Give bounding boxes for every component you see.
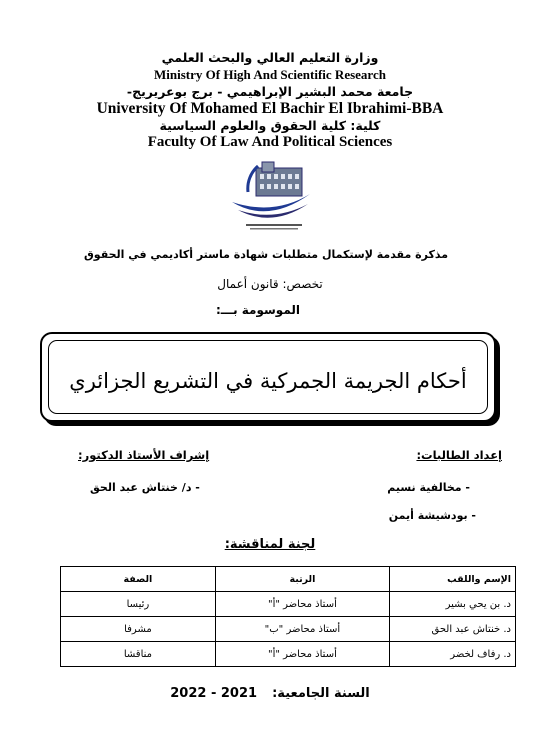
committee-header-row <box>61 567 516 592</box>
memo-title: أحكام الجريمة الجمركية في التشريع الجزائري <box>69 369 467 393</box>
students-label: إعداد الطالبات: <box>416 448 502 462</box>
ministry-ar: وزارة التعليم العالي والبحث العلمي <box>161 50 379 65</box>
member-rank: أستاذ محاضر "أ" <box>215 592 389 617</box>
member-role: مشرفا <box>61 617 216 642</box>
supervisor-label: إشراف الأستاذ الدكتور: <box>78 448 210 462</box>
table-row <box>61 642 516 667</box>
member-role: رئيسا <box>61 592 216 617</box>
year-label: السنة الجامعية: <box>272 686 370 701</box>
memo-purpose: مذكرة مقدمة لإستكمال متطلبات شهادة ماستر أكاديمي في الحقوق <box>83 248 449 261</box>
member-rank: أستاذ محاضر "ب" <box>215 617 389 642</box>
faculty-en: Faculty Of Law And Political Sciences <box>147 134 393 150</box>
university-ar: جامعة محمد البشير الإبراهيمي - برج بوعريريج- <box>126 84 414 99</box>
title-box <box>40 332 496 422</box>
student-name-1: - مخالفية نسيم <box>387 481 470 494</box>
memo-specialty: تخصص: قانون أعمال <box>217 277 323 291</box>
faculty-ar: كلية: كلية الحقوق والعلوم السياسية <box>159 118 381 133</box>
committee-label: لجنة لمناقشة: <box>224 537 316 552</box>
header-rank: الرتبة <box>215 567 389 592</box>
member-name: د. رفاف لخضر <box>389 642 515 667</box>
student-name-2: - بودشيشة أيمن <box>388 509 476 522</box>
member-name: د. بن يحي بشير <box>389 592 515 617</box>
memo-titled-label: الموسومة بـــ: <box>215 303 300 317</box>
member-role: مناقشا <box>61 642 216 667</box>
ministry-en: Ministry Of High And Scientific Research <box>154 67 386 82</box>
academic-year <box>0 686 540 701</box>
member-name: د. خنتاش عبد الحق <box>389 617 515 642</box>
supervisor-name: - د/ خنتاش عبد الحق <box>90 481 200 494</box>
university-en: University Of Mohamed El Bachir El Ibrahimi-BBA <box>96 100 444 117</box>
header-role: الصفة <box>61 567 216 592</box>
university-logo <box>228 158 318 238</box>
table-row <box>61 592 516 617</box>
table-row <box>61 617 516 642</box>
committee-table <box>60 566 516 667</box>
member-rank: أستاذ محاضر "أ" <box>215 642 389 667</box>
header-name: الإسم واللقب <box>389 567 515 592</box>
year-value: 2022 - 2021 <box>170 686 258 701</box>
